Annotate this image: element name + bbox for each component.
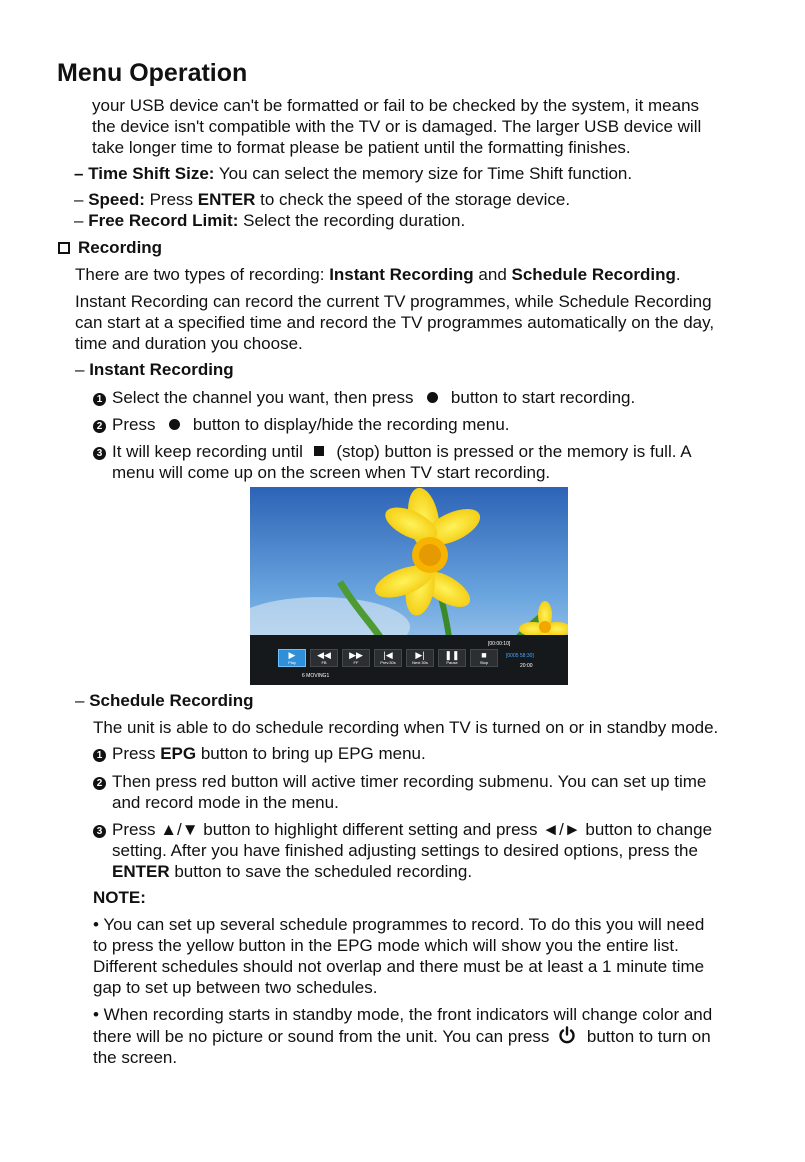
rec-desc-line-2: can start at a specified time and record the TV programmes automatically on the day, [75, 313, 715, 332]
osd-record-time: [00:00:10] [488, 641, 511, 647]
osd-next-button[interactable] [406, 649, 434, 667]
rewind-icon: ◀◀ [317, 650, 331, 660]
record-dot-icon [427, 392, 438, 403]
free-limit-label: Free Record Limit: [88, 211, 239, 230]
schedule-step-1-text-a: Press [112, 744, 161, 763]
note-2-line-1: • When recording starts in standby mode, the front indicators will change color and [93, 1005, 713, 1024]
osd-clock: [0005 58:30] [506, 653, 534, 659]
pause-icon: ❚❚ [444, 650, 460, 660]
note-2-text-b: button to turn on [582, 1027, 711, 1046]
schedule-step-3-line-2: setting. After you have finished adjusting settings to desired options, press the [112, 841, 698, 860]
recording-types [75, 264, 681, 285]
play-icon: ▶ [288, 650, 296, 660]
time-shift-text: You can select the memory size for Time Shift function. [214, 164, 633, 183]
schedule-step-3 [93, 819, 712, 840]
instant-recording-heading: – Instant Recording [75, 360, 234, 379]
osd-time-2: 20:00 [520, 663, 533, 669]
next-label: Next 30s [412, 660, 428, 665]
schedule-step-3-text-c: button to change [580, 820, 713, 839]
record-dot-icon [169, 419, 180, 430]
number-3-icon: 3 [93, 447, 106, 460]
number-2-icon: 2 [93, 777, 106, 790]
schedule-step-3-line-3 [112, 861, 472, 882]
speed-text-1: Press [144, 190, 198, 209]
epg-key: EPG [160, 744, 197, 763]
instant-step-1-text-a: Select the channel you want, then press [112, 388, 419, 407]
osd-fb-button[interactable] [310, 649, 338, 667]
pause-label: Pause [446, 660, 458, 665]
instant-step-3 [93, 441, 692, 462]
schedule-step-3-text-a: Press [112, 820, 161, 839]
note-1-line-2: to press the yellow button in the EPG mode which will show you the entire list. [93, 936, 679, 955]
rec-types-text-1: There are two types of recording: [75, 265, 330, 284]
instant-step-2 [93, 414, 510, 435]
instant-step-3-text-a: It will keep recording until [112, 442, 308, 461]
stop-icon: ■ [481, 650, 487, 660]
note-2-line-2 [93, 1026, 711, 1047]
usb-paragraph-line-1: your USB device can't be formatted or fail to be checked by the system, it means [92, 96, 700, 115]
note-heading: NOTE: [93, 888, 146, 907]
next-icon: ▶| [415, 650, 425, 660]
power-icon [558, 1026, 576, 1044]
instant-step-3-line-2: menu will come up on the screen when TV start recording. [112, 463, 551, 482]
note-1-line-1: • You can set up several schedule programmes to record. To do this you will need [93, 915, 705, 934]
osd-stop-button[interactable] [470, 649, 498, 667]
recording-heading [58, 237, 162, 258]
tv-recording-screenshot [250, 487, 568, 685]
schedule-step-3-text-b: button to highlight different setting and press [198, 820, 543, 839]
free-limit-text: Select the recording duration. [238, 211, 466, 230]
speed-item: – Speed: Press ENTER to check the speed of the storage device. [74, 190, 571, 209]
instant-step-3-text-b: (stop) button is pressed or the memory is full. A [331, 442, 692, 461]
schedule-heading-text: Schedule Recording [89, 691, 254, 710]
schedule-step-1 [93, 743, 426, 764]
rec-desc-line-1: Instant Recording can record the current TV programmes, while Schedule Recording [75, 292, 712, 311]
page-title: Menu Operation [57, 59, 248, 87]
instant-recording-term: Instant Recording [329, 265, 474, 284]
rec-types-text-3: . [675, 265, 681, 284]
instant-heading-text: Instant Recording [89, 360, 234, 379]
schedule-step-3-text-e: button to save the scheduled recording. [169, 862, 473, 881]
up-down-arrows-icon: ▲/▼ [160, 820, 199, 839]
number-2-icon: 2 [93, 420, 106, 433]
checkbox-icon [58, 242, 70, 254]
osd-play-button[interactable] [278, 649, 306, 667]
stop-label: Stop [479, 660, 489, 665]
schedule-recording-heading: – Schedule Recording [75, 691, 254, 710]
usb-paragraph-line-2: the device isn't compatible with the TV or is damaged. The larger USB device will [92, 117, 702, 136]
instant-step-1-text-b: button to start recording. [446, 388, 636, 407]
schedule-step-1-text-b: button to bring up EPG menu. [196, 744, 426, 763]
play-label: Play [288, 660, 296, 665]
stop-square-icon [314, 446, 324, 456]
free-record-limit-item: – Free Record Limit: Select the recording duration. [74, 211, 466, 230]
time-shift-label: Time Shift Size: [88, 164, 215, 183]
instant-step-2-text-a: Press [112, 415, 161, 434]
number-1-icon: 1 [93, 393, 106, 406]
schedule-step-2 [93, 771, 706, 792]
number-1-icon: 1 [93, 749, 106, 762]
schedule-step-2-text: Then press red button will active timer recording submenu. You can set up time [112, 772, 707, 791]
fast-forward-icon: ▶▶ [349, 650, 363, 660]
schedule-intro: The unit is able to do schedule recording when TV is turned on or in standby mode. [93, 718, 719, 737]
fb-label: FB [321, 660, 327, 665]
recording-heading-text: Recording [78, 238, 163, 257]
instant-step-1 [93, 387, 635, 408]
note-1-line-3: Different schedules should not overlap and there must be at least a 1 minute time [93, 957, 705, 976]
rec-desc-line-3: time and duration you choose. [75, 334, 303, 353]
time-shift-item: – Time Shift Size: You can select the memory size for Time Shift function. [74, 164, 633, 183]
schedule-recording-term: Schedule Recording [511, 265, 676, 284]
usb-paragraph-line-3: take longer time to format please be patient until the formatting finishes. [92, 138, 631, 157]
schedule-step-2-line-2: and record mode in the menu. [112, 793, 339, 812]
note-2-line-3: the screen. [93, 1048, 178, 1067]
previous-icon: |◀ [383, 650, 393, 660]
osd-prev-button[interactable] [374, 649, 402, 667]
ff-label: FF [353, 660, 359, 665]
enter-key: ENTER [197, 190, 256, 209]
osd-pause-button[interactable] [438, 649, 466, 667]
osd-ff-button[interactable] [342, 649, 370, 667]
enter-key: ENTER [112, 862, 170, 881]
number-3-icon: 3 [93, 825, 106, 838]
osd-channel-name: 6 MOVING1 [302, 673, 330, 679]
note-2-text-a: there will be no picture or sound from the unit. You can press [93, 1027, 555, 1046]
left-right-arrows-icon: ◄/► [542, 820, 581, 839]
speed-label: Speed: [88, 190, 145, 209]
note-1-line-4: gap to set up between two schedules. [93, 978, 378, 997]
speed-text-2: to check the speed of the storage device. [255, 190, 571, 209]
instant-step-2-text-b: button to display/hide the recording menu. [188, 415, 510, 434]
rec-types-text-2: and [473, 265, 512, 284]
prev-label: Prev.30s [380, 660, 396, 665]
